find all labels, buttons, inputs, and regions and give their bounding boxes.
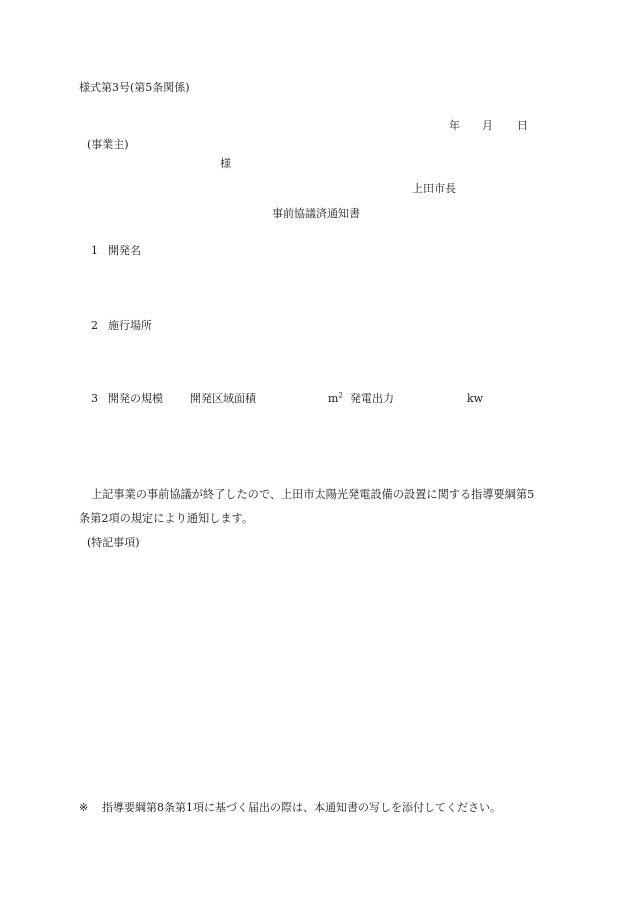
output-unit: kw <box>467 392 484 405</box>
output-label: 発電出力 <box>350 392 394 405</box>
body-line-1: 上記事業の事前協議が終了したので、上田市太陽光発電設備の設置に関する指導要綱第5 <box>91 488 535 501</box>
date-month-label: 月 <box>482 119 493 132</box>
document-title: 事前協議済通知書 <box>272 207 360 220</box>
item-number: 3 <box>91 392 98 405</box>
area-unit-exponent: 2 <box>338 391 343 400</box>
item-number: 1 <box>91 244 98 257</box>
date-year-label: 年 <box>449 119 460 132</box>
recipient-label: (事業主) <box>87 138 129 151</box>
area-unit-base: m <box>328 392 339 405</box>
item-label: 開発名 <box>108 244 141 257</box>
area-label: 開発区域面積 <box>190 392 256 405</box>
item-number: 2 <box>91 319 98 332</box>
footnote-mark: ※ <box>79 801 89 814</box>
item-label: 開発の規模 <box>108 392 163 405</box>
issuer-name: 上田市長 <box>412 182 456 195</box>
footnote-text: 指導要綱第8条第1項に基づく届出の際は、本通知書の写しを添付してください。 <box>102 801 501 814</box>
area-unit <box>328 393 343 404</box>
recipient-honorific: 様 <box>220 157 231 170</box>
form-number: 様式第3号(第5条関係) <box>79 81 190 94</box>
item-label: 施行場所 <box>108 319 152 332</box>
body-line-2: 条第2項の規定により通知します。 <box>79 512 254 525</box>
special-notes-label: (特記事項) <box>87 536 140 549</box>
date-day-label: 日 <box>517 119 528 132</box>
